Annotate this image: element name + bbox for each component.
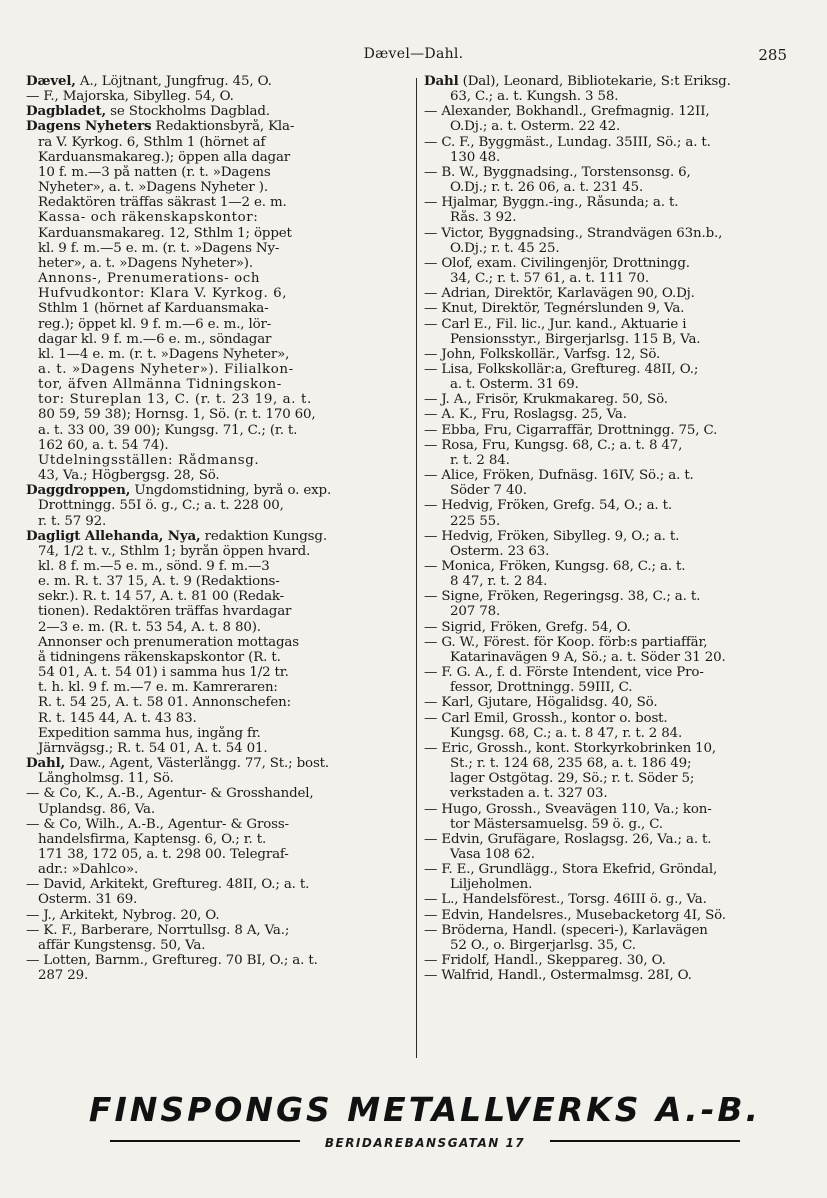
directory-columns: [26, 74, 812, 1074]
directory-line: tionen). Redaktören träffas hvardagar: [38, 604, 292, 620]
directory-line: dagar kl. 9 f. m.—6 e. m., söndagar: [38, 331, 272, 347]
directory-line: Uplandsg. 86, Va.: [38, 801, 155, 817]
directory-line: — Lotten, Barnm., Greftureg. 70 BI, Ö.; a. t.: [26, 953, 318, 969]
directory-line: — Hedvig, Fröken, Grefg. 54, Ö.; a. t.: [424, 498, 672, 514]
directory-line: 225 55.: [450, 513, 501, 529]
directory-line: — J. A., Frisör, Krukmakareg. 50, Sö.: [424, 392, 668, 408]
directory-line: a. t. »Dagens Nyheter»). Filialkon-: [38, 361, 294, 377]
directory-line: — Walfrid, Handl., Östermalmsg. 28I, Ö.: [424, 968, 692, 984]
directory-line: affär Kungstensg. 50, Va.: [38, 937, 206, 953]
directory-line: Rås. 3 92.: [450, 210, 517, 226]
directory-line: Karduansmakareg. 12, Sthlm 1; öppet: [38, 225, 292, 241]
directory-line: — Alexander, Bokhandl., Grefmagnig. 12II,: [424, 104, 710, 120]
directory-line: [26, 74, 409, 89]
directory-line: kl. 1—4 e. m. (r. t. »Dagens Nyheter»,: [38, 346, 290, 362]
entry-text: (Dal), Leonard, Bibliotekarie, S:t Eriksg.: [458, 74, 731, 89]
directory-line: 34, C.; r. t. 57 61, a. t. 111 70.: [450, 271, 649, 287]
directory-line: — & Co, K., A.-B., Agentur- & Grosshandel,: [26, 786, 314, 802]
directory-line: 171 38, 172 05, a. t. 298 00. Telegraf-: [38, 846, 289, 862]
directory-line: — Ebba, Fru, Cigarraffär, Drottningg. 75, C.: [424, 422, 718, 438]
directory-line: 2—3 e. m. (R. t. 53 54, A. t. 8 80).: [38, 619, 261, 635]
directory-line: R. t. 54 25, A. t. 58 01. Annonschefen:: [38, 695, 291, 711]
directory-line: — Knut, Direktör, Tegnérslunden 9, Va.: [424, 301, 685, 317]
directory-line: — C. F., Byggmäst., Lundag. 35III, Sö.; a. t.: [424, 134, 711, 150]
entry-heading: Dahl,: [26, 756, 66, 772]
directory-line: — F. E., Grundlägg., Stora Ekefrid, Gröndal,: [424, 862, 718, 878]
directory-line: 52 Ö., o. Birgerjarlsg. 35, C.: [450, 937, 636, 953]
directory-line: — Karl, Gjutare, Högalidsg. 40, Sö.: [424, 695, 658, 711]
directory-line: — G. W., Förest. för Koop. förb:s partiaffär,: [424, 634, 708, 650]
directory-line: tor Mästersamuelsg. 59 ö. g., C.: [450, 816, 663, 832]
right-column: [424, 74, 812, 1074]
directory-line: — Edvin, Grufägare, Roslagsg. 26, Va.; a. t.: [424, 831, 712, 847]
running-head: [0, 46, 827, 68]
directory-line: Österm. 31 69.: [38, 892, 138, 908]
directory-line: — K. F., Barberare, Norrtullsg. 8 A, Va.;: [26, 922, 290, 938]
directory-line: [26, 119, 409, 134]
directory-line: Katarinavägen 9 A, Sö.; a. t. Söder 31 20.: [450, 649, 726, 665]
directory-line: 80 59, 59 38); Hornsg. 1, Sö. (r. t. 170 60,: [38, 407, 316, 423]
directory-line: Sthlm 1 (hörnet af Karduansmaka-: [38, 301, 269, 317]
page-number: 285: [758, 46, 787, 64]
entry-heading: Daggdroppen,: [26, 483, 131, 499]
directory-line: — Lisa, Folkskollär:a, Greftureg. 48II, Ö.;: [424, 361, 699, 377]
directory-line: 207 78.: [450, 604, 501, 620]
directory-line: — J., Arkitekt, Nybrog. 20, Ö.: [26, 907, 220, 923]
directory-line: r. t. 57 92.: [38, 513, 107, 529]
directory-line: — Signe, Fröken, Regeringsg. 38, C.; a. t.: [424, 589, 701, 605]
entry-heading: Dahl: [424, 74, 459, 89]
entry-heading: Dævel,: [26, 74, 76, 89]
directory-line: r. t. 2 84.: [450, 452, 510, 468]
directory-line: R. t. 145 44, A. t. 43 83.: [38, 710, 197, 726]
directory-line: Annons-, Prenumerations- och: [38, 271, 261, 287]
directory-line: — Monica, Fröken, Kungsg. 68, C.; a. t.: [424, 559, 686, 574]
ad-rule-right: [550, 1140, 740, 1142]
directory-line: å tidningens räkenskapskontor (R. t.: [38, 649, 281, 665]
directory-line: Vasa 108 62.: [450, 846, 535, 862]
ad-address: BERIDAREBANSGATAN 17: [319, 1135, 531, 1151]
directory-line: 10 f. m.—3 på natten (r. t. »Dagens: [38, 164, 271, 180]
directory-line: — A. K., Fru, Roslagsg. 25, Va.: [424, 407, 627, 423]
directory-line: 162 60, a. t. 54 74).: [38, 437, 169, 453]
entry-heading: Dagligt Allehanda, Nya,: [26, 528, 201, 544]
directory-line: Karduansmakareg.); öppen alla dagar: [38, 149, 291, 165]
directory-line: — Eric, Grossh., kont. Storkyrkobrinken 10,: [424, 740, 717, 756]
entry-text: Ungdomstidning, byrå o. exp.: [130, 483, 332, 499]
directory-line: — Victor, Byggnadsing., Strandvägen 63n.b.,: [424, 225, 723, 241]
directory-line: Hufvudkontor: Klara V. Kyrkog. 6,: [38, 286, 288, 302]
directory-line: Kungsg. 68, C.; a. t. 8 47, r. t. 2 84.: [450, 725, 683, 741]
directory-line: — Olof, exam. Civilingenjör, Drottningg.: [424, 255, 690, 271]
directory-line: Annonser och prenumeration mottagas: [38, 634, 299, 650]
directory-line: — Adrian, Direktör, Karlavägen 90, Ö.Dj.: [424, 286, 695, 302]
directory-line: t. h. kl. 9 f. m.—7 e. m. Kamreraren:: [38, 680, 278, 696]
directory-line: — & Co, Wilh., A.-B., Agentur- & Gross-: [26, 816, 289, 832]
directory-line: — Hugo, Grossh., Sveavägen 110, Va.; kon-: [424, 801, 712, 817]
directory-line: lager Östgötag. 29, Sö.; r. t. Söder 5;: [450, 771, 695, 787]
directory-line: — B. W., Byggnadsing., Torstensonsg. 6,: [424, 164, 691, 180]
entry-text: A., Löjtnant, Jungfrug. 45, Ö.: [75, 74, 272, 89]
directory-line: Kassa- och räkenskapskontor:: [38, 210, 259, 226]
directory-line: a. t. 33 00, 39 00); Kungsg. 71, C.; (r. t.: [38, 422, 298, 438]
directory-line: Utdelningsställen: Rådmansg.: [38, 452, 260, 468]
directory-line: tor: Stureplan 13, C. (r. t. 23 19, a. t.: [38, 392, 312, 408]
left-column: [26, 74, 409, 1074]
directory-line: — Edvin, Handelsres., Musebacketorg 4I, Sö.: [424, 907, 726, 923]
directory-line: Långholmsg. 11, Sö.: [38, 771, 174, 787]
directory-line: — David, Arkitekt, Greftureg. 48II, Ö.; a. t.: [26, 877, 310, 893]
directory-line: Ö.Dj.; r. t. 26 06, a. t. 231 45.: [450, 180, 644, 196]
directory-line: Ö.Dj.; r. t. 45 25.: [450, 240, 560, 256]
directory-line: handelsfirma, Kaptensg. 6, Ö.; r. t.: [38, 831, 267, 847]
directory-line: kl. 8 f. m.—5 e. m., sönd. 9 f. m.—3: [38, 559, 270, 574]
directory-line: 130 48.: [450, 149, 501, 165]
running-title: Dævel—Dahl.: [363, 46, 464, 62]
directory-line: 74, 1/2 t. v., Sthlm 1; byrån öppen hvard.: [38, 543, 311, 559]
directory-line: — Carl E., Fil. lic., Jur. kand., Aktuarie i: [424, 316, 687, 332]
directory-line: 43, Va.; Högbergsg. 28, Sö.: [38, 468, 220, 484]
directory-line: [424, 74, 812, 89]
directory-line: Redaktören träffas säkrast 1—2 e. m.: [38, 195, 287, 211]
directory-line: fessor, Drottningg. 59III, C.: [450, 680, 633, 696]
directory-line: Nyheter», a. t. »Dagens Nyheter ).: [38, 180, 268, 196]
directory-line: — L., Handelsförest., Torsg. 46III ö. g., Va.: [424, 892, 707, 908]
directory-line: 63, C.; a. t. Kungsh. 3 58.: [450, 89, 619, 105]
directory-line: Drottningg. 55I ö. g., C.; a. t. 228 00,: [38, 498, 284, 514]
directory-line: St.; r. t. 124 68, 235 68, a. t. 186 49;: [450, 756, 692, 772]
directory-line: — F. G. A., f. d. Förste Intendent, vice Pro-: [424, 665, 704, 681]
directory-line: — Sigrid, Fröken, Grefg. 54, Ö.: [424, 619, 631, 635]
directory-line: — Alice, Fröken, Dufnäsg. 16IV, Sö.; a. t.: [424, 468, 694, 484]
directory-line: Järnvägsg.; R. t. 54 01, A. t. 54 01.: [38, 740, 268, 756]
directory-line: verkstaden a. t. 327 03.: [450, 786, 608, 802]
column-divider: [416, 78, 417, 1058]
entry-heading: Dagbladet,: [26, 104, 107, 120]
directory-line: [26, 756, 409, 771]
directory-line: — Hedvig, Fröken, Sibylleg. 9, Ö.; a. t.: [424, 528, 680, 544]
directory-line: — Carl Emil, Grossh., kontor o. bost.: [424, 710, 668, 726]
directory-line: — Rosa, Fru, Kungsg. 68, C.; a. t. 8 47,: [424, 437, 683, 453]
footer-advertisement: [80, 1090, 770, 1160]
directory-line: adr.: »Dahlco».: [38, 862, 139, 878]
entry-text: se Stockholms Dagblad.: [106, 104, 270, 120]
directory-line: Pensionsstyr., Birgerjarlsg. 115 B, Va.: [450, 331, 701, 347]
directory-line: heter», a. t. »Dagens Nyheter»).: [38, 255, 253, 271]
entry-text: Daw., Agent, Västerlångg. 77, St.; bost.: [65, 756, 330, 772]
directory-line: kl. 9 f. m.—5 e. m. (r. t. »Dagens Ny-: [38, 240, 280, 256]
directory-line: [26, 529, 409, 544]
directory-line: — F., Majorska, Sibylleg. 54, Ö.: [26, 89, 234, 105]
directory-line: — John, Folkskollär., Varfsg. 12, Sö.: [424, 346, 661, 362]
directory-line: — Fridolf, Handl., Skeppareg. 30, Ö.: [424, 953, 666, 969]
directory-line: Expedition samma hus, ingång fr.: [38, 725, 261, 741]
directory-line: — Hjalmar, Byggn.-ing., Råsunda; a. t.: [424, 195, 679, 211]
directory-line: tor, äfven Allmänna Tidningskon-: [38, 377, 282, 393]
directory-line: Österm. 23 63.: [450, 543, 550, 559]
directory-line: — Bröderna, Handl. (speceri-), Karlavägen: [424, 922, 708, 938]
directory-line: sekr.). R. t. 14 57, A. t. 81 00 (Redak-: [38, 589, 285, 605]
ad-rule-left: [110, 1140, 300, 1142]
directory-line: reg.); öppet kl. 9 f. m.—6 e. m., lör-: [38, 316, 272, 332]
directory-line: [26, 483, 409, 498]
directory-line: e. m. R. t. 37 15, A. t. 9 (Redaktions-: [38, 574, 280, 590]
directory-line: [26, 104, 409, 119]
directory-line: 8 47, r. t. 2 84.: [450, 574, 548, 590]
directory-line: Liljeholmen.: [450, 877, 533, 893]
ad-rule-row: [80, 1132, 770, 1148]
directory-line: 287 29.: [38, 968, 89, 984]
directory-line: Ö.Dj.; a. t. Österm. 22 42.: [450, 119, 621, 135]
entry-text: Redaktionsbyrå, Kla-: [151, 119, 295, 135]
directory-line: 54 01, A. t. 54 01) i samma hus 1/2 tr.: [38, 665, 289, 681]
entry-text: redaktion Kungsg.: [200, 528, 327, 544]
ad-brand-name: FINSPONGS METALLVERKS A.-B.: [88, 1090, 762, 1129]
directory-line: Söder 7 40.: [450, 483, 527, 499]
directory-line: a. t. Österm. 31 69.: [450, 377, 579, 393]
directory-line: ra V. Kyrkog. 6, Sthlm 1 (hörnet af: [38, 134, 266, 150]
entry-heading: Dagens Nyheters: [26, 119, 152, 135]
